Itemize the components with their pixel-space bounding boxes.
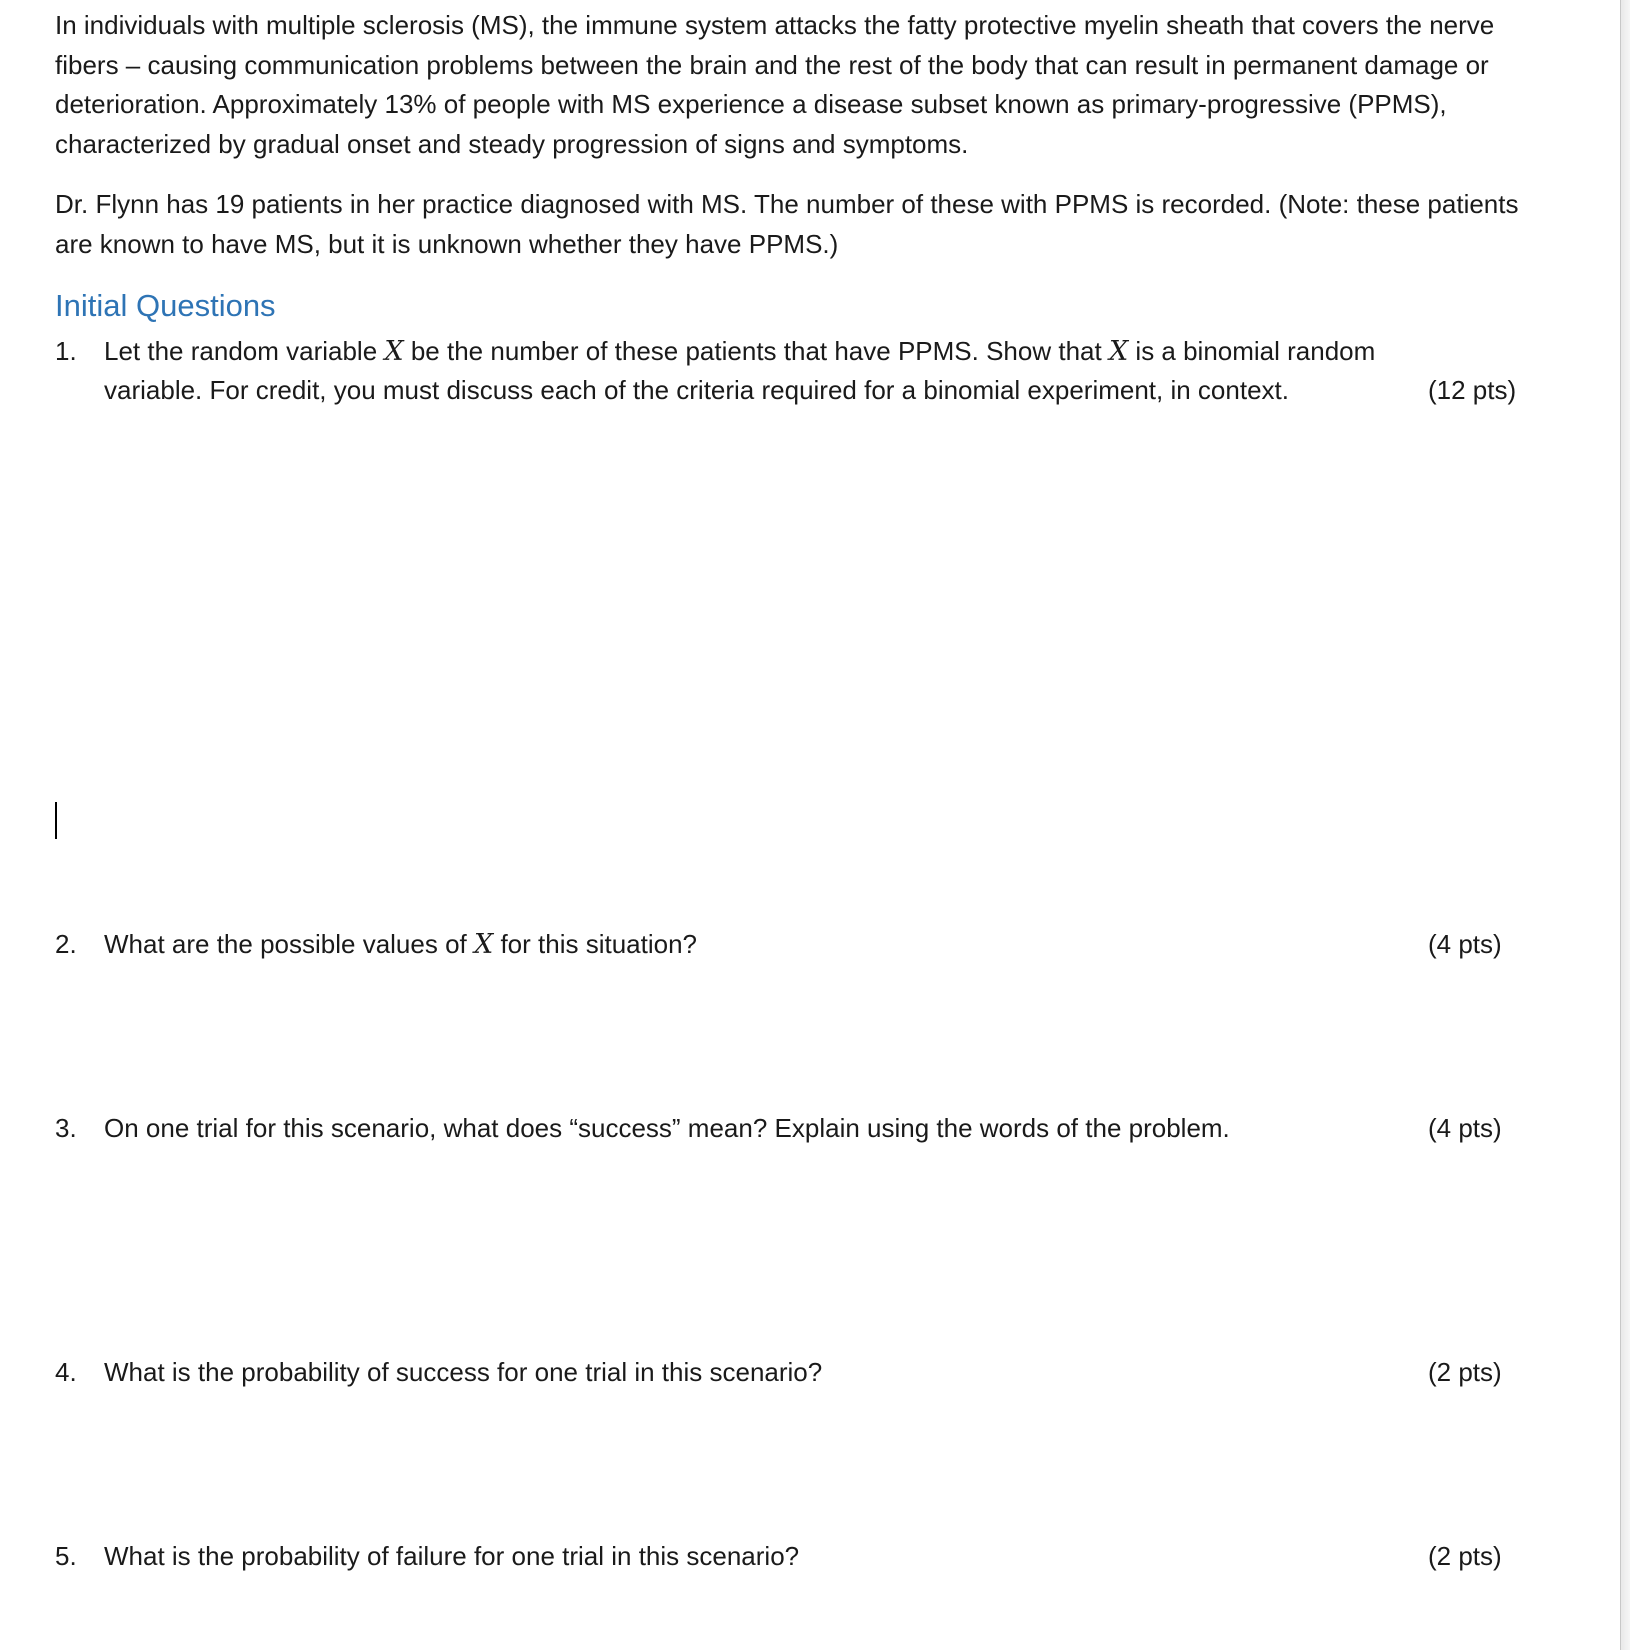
variable-x: X (473, 929, 494, 960)
question-text-part: for this situation? (493, 929, 697, 959)
question-text (104, 925, 1434, 964)
text-cursor[interactable] (55, 802, 57, 839)
question-number: 2. (55, 929, 77, 959)
question-points: (2 pts) (1428, 1541, 1502, 1571)
variable-x: X (384, 336, 404, 367)
question-text: What is the probability of success for one trial in this scenario? (104, 1357, 823, 1387)
question-number: 3. (55, 1113, 77, 1143)
question-points: (2 pts) (1428, 1357, 1502, 1387)
question-text: What is the probability of failure for one trial in this scenario? (104, 1541, 800, 1571)
page-edge-shadow (1621, 0, 1630, 1650)
question-text-part: is a binomial random variable. For credit, you must discuss each of the criteria required for a binomial experiment, in context. (104, 336, 1376, 405)
question-points: (12 pts) (1428, 375, 1517, 405)
question-points: (4 pts) (1428, 1113, 1502, 1143)
question-number: 1. (55, 336, 77, 366)
intro-paragraph-dr-flynn: Dr. Flynn has 19 patients in her practice diagnosed with MS. The number of these with PPMS is recorded. (Note: these patients are known to have MS, but it is unknown whether they have PPMS.) (55, 189, 1519, 259)
question-text-part: What are the possible values of (104, 929, 474, 959)
question-points: (4 pts) (1428, 929, 1502, 959)
question-number: 4. (55, 1357, 77, 1387)
question-text-part: be the number of these patients that have PPMS. Show that (403, 336, 1109, 366)
section-heading: Initial Questions (55, 288, 276, 323)
variable-x: X (1108, 336, 1129, 367)
question-text: On one trial for this scenario, what does “success” mean? Explain using the words of the problem. (104, 1113, 1230, 1143)
intro-paragraph-ms: In individuals with multiple sclerosis (MS), the immune system attacks the fatty protective myelin sheath that covers the nerve fibers – causing communication problems between the brain and the rest of the body that can result in permanent damage or deterioration. Approximately 13% of people with MS experience a disease subset known as primary-progressive (PPMS), characterized by gradual onset and steady progression of signs and symptoms. (55, 10, 1495, 159)
question-number: 5. (55, 1541, 77, 1571)
question-text-part: Let the random variable (104, 336, 385, 366)
question-text (104, 332, 1434, 410)
